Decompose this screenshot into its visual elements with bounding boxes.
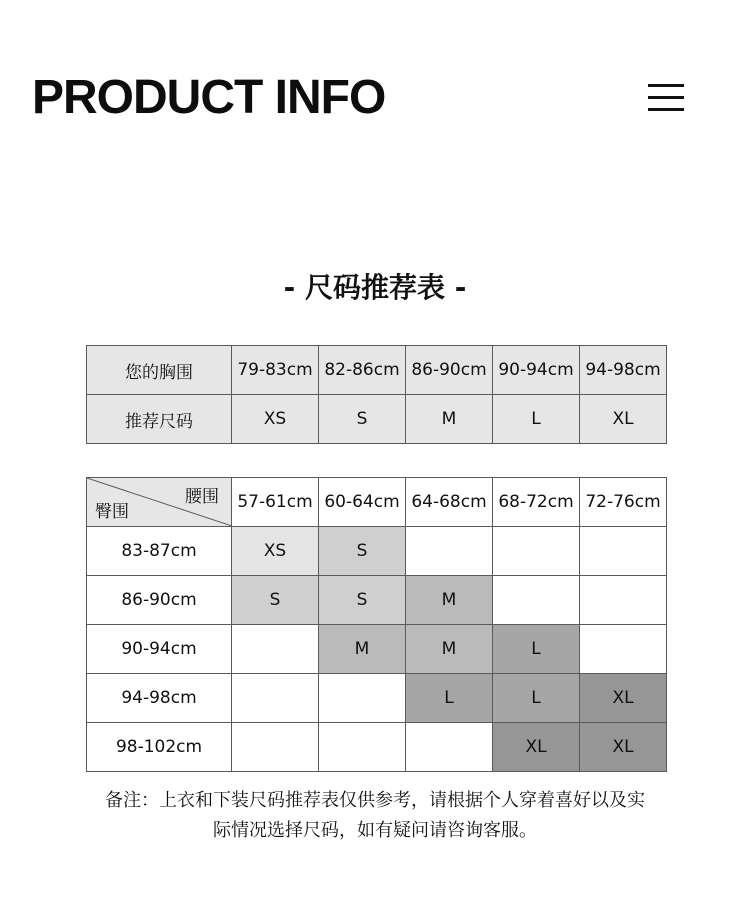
size-cell [232,625,319,674]
size-cell: XS [232,395,319,444]
table-row [87,395,667,444]
waist-range: 57-61cm [232,478,319,527]
size-cell [493,576,580,625]
hip-range: 90-94cm [87,625,232,674]
size-cell: M [406,395,493,444]
corner-header-cell [87,478,232,527]
waist-range: 60-64cm [319,478,406,527]
table-row [87,723,667,772]
size-cell: S [232,576,319,625]
size-cell [232,723,319,772]
table-row [87,625,667,674]
size-cell [580,576,667,625]
menu-line [648,108,684,111]
size-cell: L [493,625,580,674]
size-cell [580,625,667,674]
note-line-1: 备注：上衣和下装尺码推荐表仅供参考，请根据个人穿着喜好以及实 [105,790,645,811]
size-cell: S [319,576,406,625]
recommended-size-label: 推荐尺码 [87,395,232,444]
waist-range: 64-68cm [406,478,493,527]
size-cell [232,674,319,723]
size-chart-title: - 尺码推荐表 - [283,271,467,304]
table-row [87,346,667,395]
table-header-row [87,478,667,527]
size-cell: XL [580,723,667,772]
size-cell [493,527,580,576]
chest-range: 79-83cm [232,346,319,395]
waist-range: 68-72cm [493,478,580,527]
table-row [87,527,667,576]
hip-range: 98-102cm [87,723,232,772]
hamburger-menu-icon[interactable] [648,84,684,112]
size-cell: L [406,674,493,723]
size-cell: XL [580,395,667,444]
size-cell: XL [493,723,580,772]
size-chart-note [40,786,710,846]
size-cell: S [319,395,406,444]
size-cell: S [319,527,406,576]
size-cell: L [493,674,580,723]
chest-range: 82-86cm [319,346,406,395]
size-cell: M [406,625,493,674]
page-title: PRODUCT INFO [32,71,386,124]
table-row [87,576,667,625]
waist-range: 72-76cm [580,478,667,527]
waist-hip-size-table [86,477,667,772]
size-cell [406,527,493,576]
menu-line [648,84,684,87]
chest-range: 86-90cm [406,346,493,395]
size-cell: L [493,395,580,444]
table-row [87,674,667,723]
size-cell: XL [580,674,667,723]
chest-size-table [86,345,667,444]
menu-line [648,96,684,99]
size-cell [580,527,667,576]
size-cell [319,723,406,772]
size-cell [319,674,406,723]
hip-range: 94-98cm [87,674,232,723]
size-cell: M [319,625,406,674]
hip-range: 86-90cm [87,576,232,625]
size-cell: M [406,576,493,625]
chest-range: 90-94cm [493,346,580,395]
note-line-2: 际情况选择尺码，如有疑问请咨询客服。 [213,820,537,841]
chest-range: 94-98cm [580,346,667,395]
size-cell: XS [232,527,319,576]
waist-label: 腰围 [185,487,219,507]
size-cell [406,723,493,772]
chest-label: 您的胸围 [87,346,232,395]
hip-label: 臀围 [95,502,129,522]
hip-range: 83-87cm [87,527,232,576]
